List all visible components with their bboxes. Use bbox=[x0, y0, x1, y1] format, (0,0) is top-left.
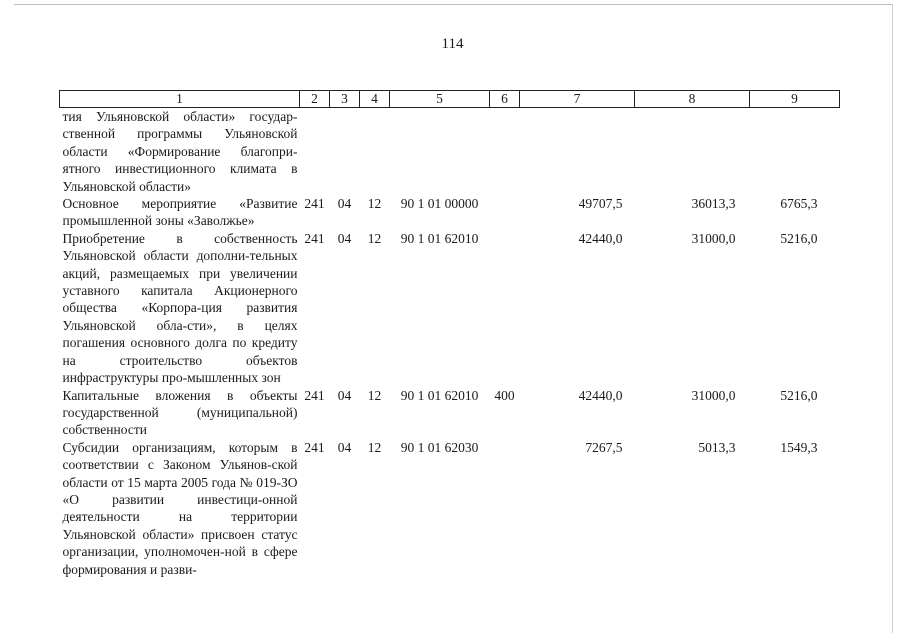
row-amount-col9: 5216,0 bbox=[780, 230, 818, 246]
table-row bbox=[60, 230, 840, 387]
row-code-section: 04 bbox=[337, 387, 352, 403]
header-row bbox=[60, 91, 840, 108]
row-code-expense-type: 400 bbox=[494, 387, 515, 403]
row-amount-col8 bbox=[635, 108, 750, 196]
row-amount-col7: 42440,0 bbox=[578, 387, 623, 403]
row-name: Субсидии организациям, которым в соответствии с Законом Ульянов-ской области от 15 марта 2005 года № 019-ЗО «О развитии инвестици-онной деятельности на территории Ульяновской области» присвоен статус организации, уполномочен-ной в сфере формирования и разви- bbox=[62, 439, 298, 577]
row-code-target: 90 1 01 62010 bbox=[400, 387, 479, 403]
table-row bbox=[60, 195, 840, 230]
row-code-subsection bbox=[360, 108, 390, 196]
row-amount-col8: 5013,3 bbox=[698, 439, 736, 455]
row-amount-col9 bbox=[750, 108, 840, 196]
row-code-section bbox=[330, 108, 360, 196]
column-header-9: 9 bbox=[750, 91, 840, 108]
column-header-1: 1 bbox=[60, 91, 300, 108]
row-amount-col8: 31000,0 bbox=[691, 230, 736, 246]
row-code-subsection: 12 bbox=[367, 387, 382, 403]
table-body bbox=[60, 108, 840, 578]
column-header-2: 2 bbox=[300, 91, 330, 108]
row-amount-col7 bbox=[520, 108, 635, 196]
row-code-ministry bbox=[300, 108, 330, 196]
row-amount-col8: 31000,0 bbox=[691, 387, 736, 403]
row-code-subsection: 12 bbox=[367, 196, 382, 212]
table-row bbox=[60, 387, 840, 439]
row-name: Основное мероприятие «Развитие промышленной зоны «Заволжье» bbox=[62, 196, 298, 229]
row-name: Капитальные вложения в объекты государственной (муниципальной) собственности bbox=[62, 387, 298, 438]
row-amount-col7: 7267,5 bbox=[585, 439, 623, 455]
table-row bbox=[60, 439, 840, 578]
row-amount-col9: 6765,3 bbox=[780, 196, 818, 212]
row-code-expense-type bbox=[490, 108, 520, 196]
row-code-ministry: 241 bbox=[304, 196, 325, 212]
row-code-target: 90 1 01 62010 bbox=[400, 230, 479, 246]
row-code-expense-type bbox=[490, 230, 520, 387]
row-amount-col9: 5216,0 bbox=[780, 387, 818, 403]
row-name: Приобретение в собственность Ульяновской области дополни-тельных акций, размещаемых при увеличении уставного капитала Акционерного общества «Корпора-ция развития Ульяновской обла-сти», в целях погашения основного долга по кредиту на строительство объектов инфраструктуры про-мышленных зон bbox=[62, 230, 298, 386]
row-code-target: 90 1 01 62030 bbox=[400, 439, 479, 455]
row-amount-col8: 36013,3 bbox=[691, 196, 736, 212]
column-header-3: 3 bbox=[330, 91, 360, 108]
row-name: тия Ульяновской области» государ-ственной программы Ульяновской области «Формирование благопри-ятного инвестиционного климата в Ульяновской области» bbox=[62, 109, 298, 194]
row-amount-col7: 49707,5 bbox=[578, 196, 623, 212]
row-amount-col7: 42440,0 bbox=[578, 230, 623, 246]
page-number: 114 bbox=[441, 36, 464, 52]
row-code-target bbox=[390, 108, 490, 196]
column-header-6: 6 bbox=[490, 91, 520, 108]
table-row bbox=[60, 108, 840, 196]
row-code-section: 04 bbox=[337, 439, 352, 455]
column-header-7: 7 bbox=[520, 91, 635, 108]
column-header-8: 8 bbox=[635, 91, 750, 108]
row-code-expense-type bbox=[490, 439, 520, 578]
table-header bbox=[60, 91, 840, 108]
row-amount-col9: 1549,3 bbox=[780, 439, 818, 455]
row-code-target: 90 1 01 00000 bbox=[400, 196, 479, 212]
row-code-ministry: 241 bbox=[304, 439, 325, 455]
row-code-subsection: 12 bbox=[367, 230, 382, 246]
row-code-expense-type bbox=[490, 195, 520, 230]
row-code-subsection: 12 bbox=[367, 439, 382, 455]
budget-table bbox=[59, 90, 840, 578]
row-code-section: 04 bbox=[337, 196, 352, 212]
row-code-section: 04 bbox=[337, 230, 352, 246]
column-header-5: 5 bbox=[390, 91, 490, 108]
column-header-4: 4 bbox=[360, 91, 390, 108]
row-code-ministry: 241 bbox=[304, 230, 325, 246]
row-code-ministry: 241 bbox=[304, 387, 325, 403]
